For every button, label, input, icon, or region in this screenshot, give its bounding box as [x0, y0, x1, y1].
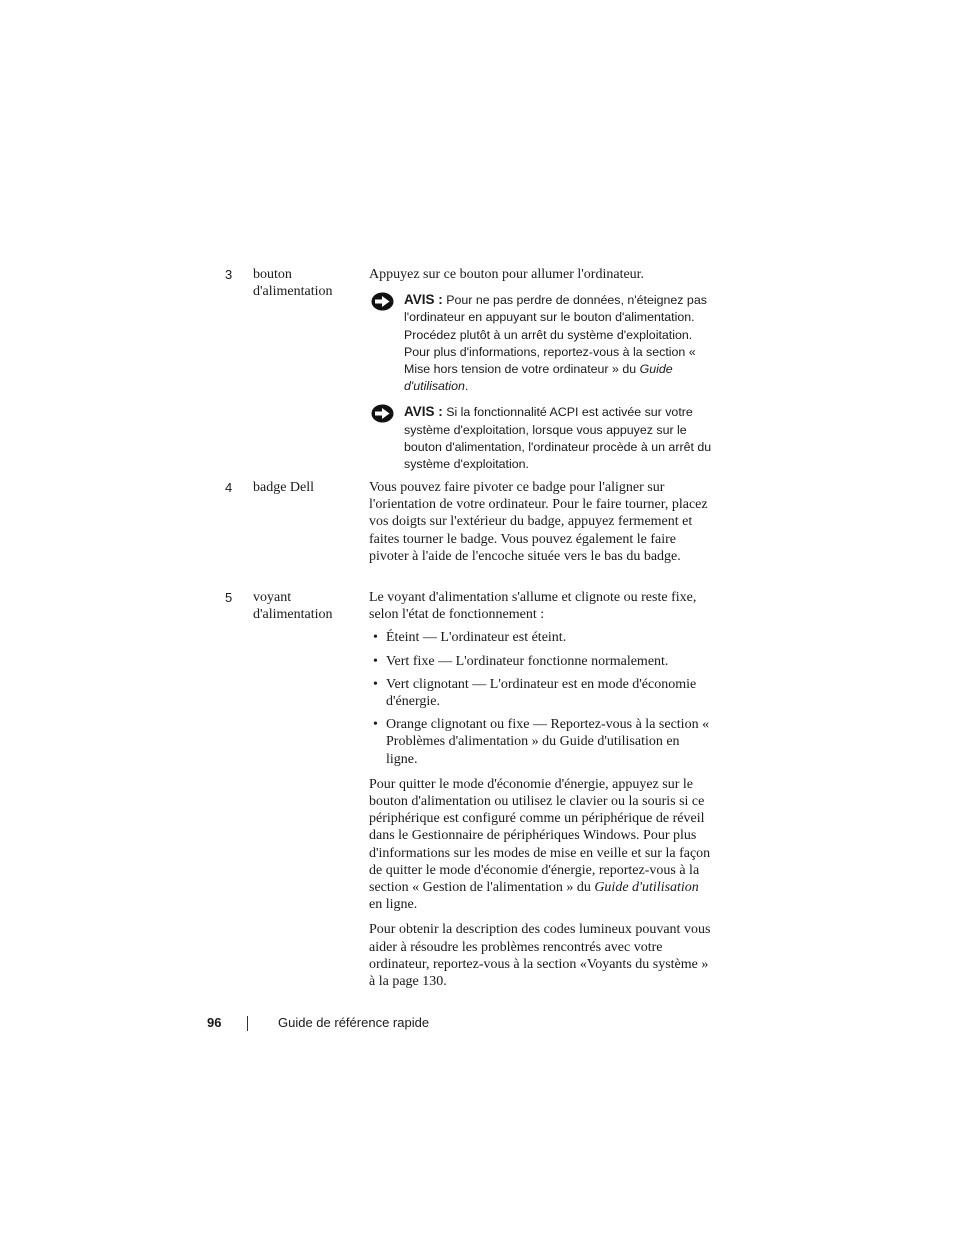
item-name: badge Dell [253, 480, 315, 495]
page-number: 96 [207, 1015, 222, 1030]
description-intro: Appuyez sur ce bouton pour allumer l'ordinateur. [369, 267, 645, 282]
notice-text: Pour ne pas perdre de données, n'éteignez pas l'ordinateur en appuyant sur le bouton d'alimentation. Procédez plutôt à un arrêt du système d'exploitation. Pour plus d'informations, reportez-vous à la section « Mise hors tension de votre ordinateur » du [404, 293, 707, 377]
document-title: Guide de référence rapide [278, 1015, 430, 1030]
bullet-icon: • [373, 630, 378, 646]
status-list [369, 629, 714, 767]
footer-divider [247, 1016, 248, 1031]
notice-label: AVIS : [404, 404, 443, 420]
list-item: • Vert fixe — L'ordinateur fonctionne normalement. [373, 653, 669, 669]
item-name: bouton d'alimentation [253, 267, 333, 300]
guide-title: Guide d'utilisation [594, 880, 699, 896]
list-item: • Orange clignotant ou fixe — Reportez-vous à la section « Problèmes d'alimentation » du Guide d'utilisation en ligne. [373, 717, 710, 767]
notice-arrow-icon [371, 404, 394, 423]
page-footer [0, 1015, 954, 1035]
item-description [369, 589, 714, 990]
notice-block [369, 291, 714, 395]
item-number: 4 [225, 480, 233, 495]
bullet-icon: • [373, 653, 378, 669]
item-number: 5 [225, 590, 233, 605]
notice-text-italic: Guide d'utilisation [404, 362, 673, 394]
description-paragraph: Pour quitter le mode d'économie d'énergie, appuyez sur le bouton d'alimentation ou utilisez le clavier ou la souris si ce périphérique est configuré comme un périphérique de réveil dans le Gestionnaire de périphériques Windows. Pour plus d'informations sur les modes de mise en veille et sur la façon de quitter le mode d'économie d'énergie, reportez-vous à la section « Gestion de l'alimentation » du Guide d'utilisation en ligne. [369, 776, 711, 913]
list-item: • Vert clignotant — L'ordinateur est en mode d'économie d'énergie. [373, 676, 697, 710]
notice-block [369, 403, 714, 473]
item-description [369, 479, 714, 565]
notice-text: Si la fonctionnalité ACPI est activée sur votre système d'exploitation, lorsque vous appuyez sur le bouton d'alimentation, l'ordinateur procède à un arrêt du système d'exploitation. [404, 405, 712, 472]
notice-arrow-icon [371, 292, 394, 311]
description-paragraph: Pour obtenir la description des codes lumineux pouvant vous aider à résoudre les problèmes rencontrés avec votre ordinateur, reportez-vous à la section «Voyants du système » à la page 130. [369, 922, 711, 990]
description-intro: Le voyant d'alimentation s'allume et clignote ou reste fixe, selon l'état de fonctionnement : [369, 590, 697, 623]
list-item: • Éteint — L'ordinateur est éteint. [373, 630, 567, 646]
bullet-icon: • [373, 717, 378, 733]
notice-label: AVIS : [404, 292, 443, 308]
item-description [369, 266, 714, 473]
notice-text-end: . [464, 379, 469, 394]
item-number: 3 [225, 267, 233, 282]
description-text: Vous pouvez faire pivoter ce badge pour l'aligner sur l'orientation de votre ordinateur. Pour le faire tourner, placez vos doigts sur l'extérieur du badge, appuyez fermement et faites tourner le badge. Vous pouvez également le faire pivoter à l'aide de l'encoche située vers le bas du badge. [369, 480, 708, 564]
item-name: voyant d'alimentation [253, 590, 333, 623]
bullet-icon: • [373, 676, 378, 692]
